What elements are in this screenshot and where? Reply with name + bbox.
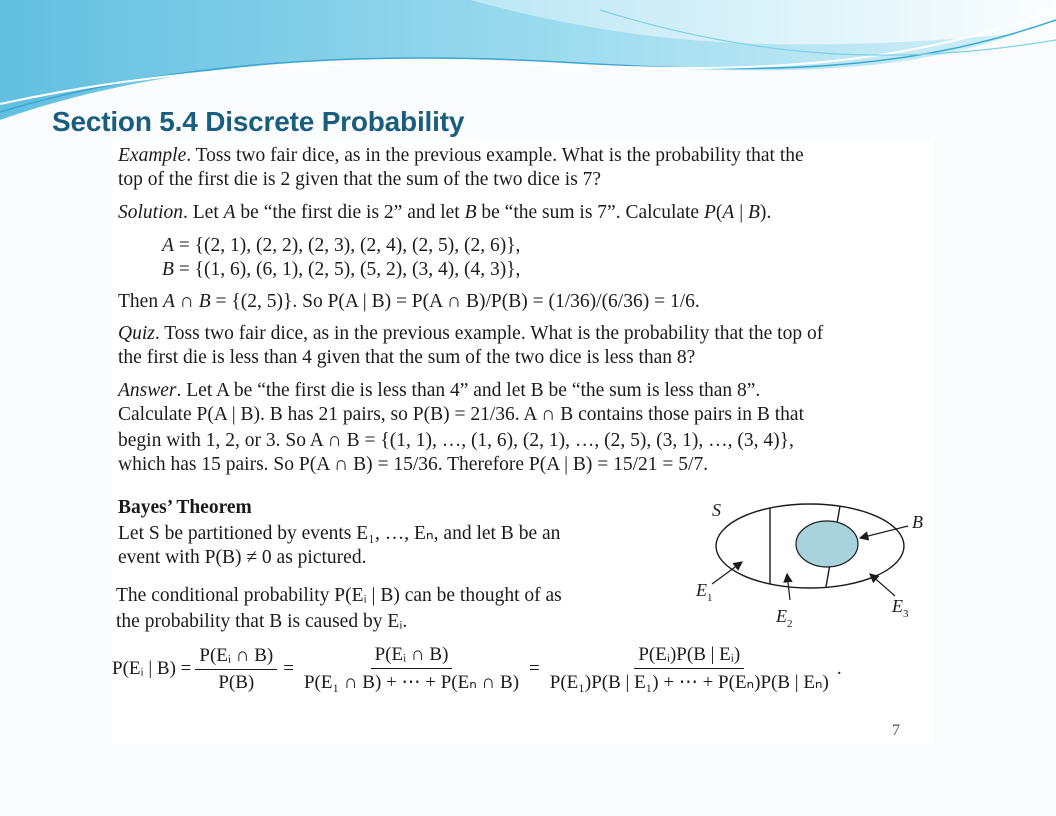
bayes-line-4: the probability that B is caused by Eᵢ.: [116, 611, 408, 632]
answer-line-2: Calculate P(A | B). B has 21 pairs, so P(B) = 21/36. A ∩ B contains those pairs in B that: [118, 404, 804, 425]
arrow-b: [860, 526, 908, 538]
label-s: S: [712, 500, 721, 520]
solution-line-1: Solution. Let A be “the first die is 2” and let B be “the sum is 7”. Calculate P(A | B).: [118, 202, 772, 223]
example-label: Example: [118, 145, 187, 166]
bayes-line-1: Let S be partitioned by events E₁, …, Eₙ, and let B be an: [118, 523, 561, 544]
formula-eq-2: =: [529, 658, 540, 679]
formula-eq-1: =: [283, 658, 294, 679]
page-number: 7: [892, 722, 900, 739]
formula-period: .: [836, 658, 842, 679]
quiz-line-1: Quiz. Toss two fair dice, as in the previous example. What is the probability that the top of: [118, 323, 824, 344]
set-b-line: B = {(1, 6), (6, 1), (2, 5), (5, 2), (3, 4), (4, 3)},: [162, 259, 521, 280]
bayes-line-3: The conditional probability P(Eᵢ | B) can be thought of as: [116, 585, 562, 606]
bayes-heading: Bayes’ Theorem: [118, 497, 252, 518]
example-line-1: Example. Toss two fair dice, as in the previous example. What is the probability that the: [118, 145, 804, 166]
then-line: Then A ∩ B = {(2, 5)}. So P(A | B) = P(A ∩ B)/P(B) = (1/36)/(6/36) = 1/6.: [118, 291, 700, 312]
formula-fraction-2: $\frac{\text{P(Eᵢ ∩ B)}}{\text{P(E₁ ∩ B) + ⋯ + P(Eₙ ∩ B)}}$: [303, 644, 520, 693]
content-panel: [112, 140, 934, 744]
solution-label: Solution: [118, 202, 184, 223]
formula-fraction-1: $\frac{\text{P(Eᵢ ∩ B)}}{P(B)}$: [195, 645, 277, 694]
quiz-line-2: the first die is less than 4 given that the sum of the two dice is less than 8?: [118, 347, 696, 368]
label-e3: $E_3$: [892, 596, 909, 620]
label-b: B: [912, 512, 923, 532]
answer-line-1: Answer. Let A be “the first die is less than 4” and let B be “the sum is less than 8”.: [118, 380, 761, 401]
set-a-line: A = {(2, 1), (2, 2), (2, 3), (2, 4), (2, 5), (2, 6)},: [162, 235, 521, 256]
slide-title: Section 5.4 Discrete Probability: [52, 106, 465, 137]
answer-line-3: begin with 1, 2, or 3. So A ∩ B = {(1, 1), …, (1, 6), (2, 1), …, (2, 5), (3, 1), …, (3, 4)},: [118, 430, 794, 451]
arrow-e3: [870, 574, 895, 596]
answer-line-4: which has 15 pairs. So P(A ∩ B) = 15/36. Therefore P(A | B) = 15/21 = 5/7.: [118, 454, 709, 475]
label-e2: $E_2$: [776, 606, 793, 630]
bayes-line-2: event with P(B) ≠ 0 as pictured.: [118, 547, 367, 568]
formula-fraction-3: $\frac{\text{P(Eᵢ)P(B | Eᵢ)}}{\text{P(E₁)P(B | E₁) + ⋯ + P(Eₙ)P(B | Eₙ)}}$: [549, 644, 829, 693]
partition-diagram: [690, 496, 930, 636]
answer-label: Answer: [118, 380, 177, 401]
label-e1: $E_1$: [696, 580, 713, 604]
formula-lhs: P(Eᵢ | B) =: [112, 658, 192, 679]
quiz-label: Quiz: [118, 323, 155, 344]
event-b-region: [796, 521, 858, 567]
bayes-formula: [112, 644, 842, 694]
example-line-2: top of the first die is 2 given that the sum of the two dice is 7?: [118, 169, 602, 190]
